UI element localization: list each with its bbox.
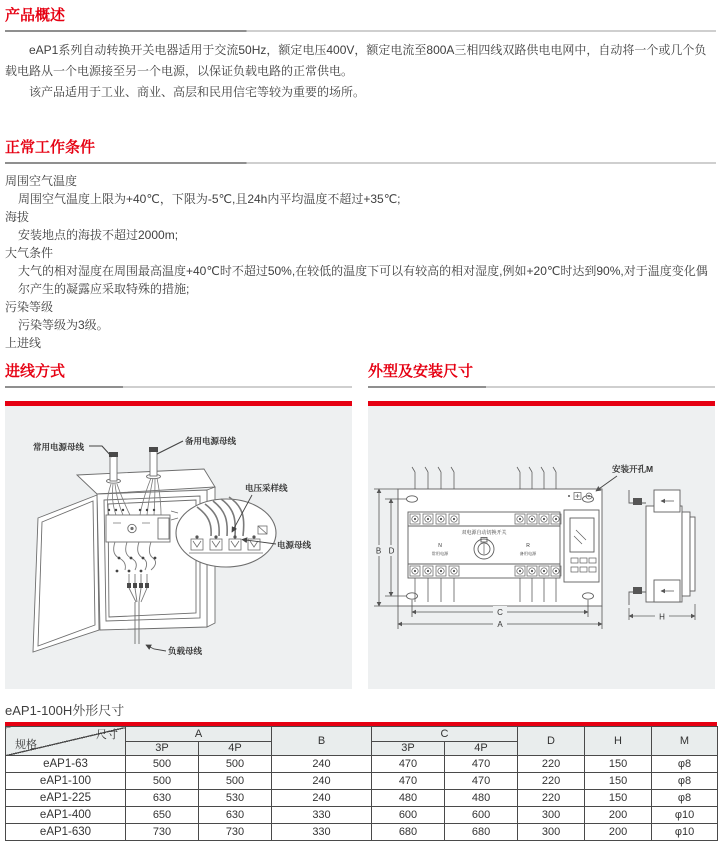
outline-diagram bbox=[368, 406, 715, 689]
wiring-diagram-panel bbox=[5, 401, 352, 689]
condition-line: 海拔 bbox=[5, 210, 30, 224]
col-header-a: A bbox=[126, 727, 272, 742]
outline-column bbox=[368, 362, 715, 689]
overview-body bbox=[5, 40, 716, 103]
table-row bbox=[6, 756, 718, 773]
dimensions-table bbox=[5, 726, 718, 841]
value-cell: 730 bbox=[199, 824, 272, 841]
cabinet-door bbox=[33, 495, 99, 652]
corner-label-spec: 规格 bbox=[15, 739, 37, 751]
value-cell: 600 bbox=[445, 807, 518, 824]
n-source-text: 常用电源 bbox=[431, 551, 449, 556]
condition-line: 污染等级 bbox=[5, 300, 54, 314]
normal-bus-label: 常用电源母线 bbox=[33, 442, 85, 452]
value-cell: 650 bbox=[126, 807, 199, 824]
value-cell: 330 bbox=[272, 824, 372, 841]
dim-d-label: D bbox=[388, 546, 395, 556]
value-cell: 150 bbox=[585, 756, 652, 773]
section-conditions bbox=[5, 138, 716, 352]
value-cell: 500 bbox=[126, 756, 199, 773]
value-cell: 150 bbox=[585, 773, 652, 790]
front-view bbox=[398, 467, 602, 606]
value-cell: 300 bbox=[518, 824, 585, 841]
value-cell: 220 bbox=[518, 773, 585, 790]
value-cell: 680 bbox=[372, 824, 445, 841]
value-cell: φ8 bbox=[652, 773, 718, 790]
value-cell: 150 bbox=[585, 790, 652, 807]
n-source-letter: N bbox=[438, 543, 442, 549]
value-cell: 220 bbox=[518, 756, 585, 773]
value-cell: 600 bbox=[372, 807, 445, 824]
condition-line: 大气的相对湿度在周围最高温度+40℃时不超过50%,在较低的温度下可以有较高的相对湿度,例如+20℃时达到90%,对于温度变化偶尔产生的凝露应采取特殊的措施; bbox=[18, 264, 708, 296]
value-cell: 240 bbox=[272, 756, 372, 773]
side-view bbox=[629, 490, 695, 620]
condition-line: 污染等级为3级。 bbox=[18, 318, 109, 332]
table-corner-cell bbox=[6, 727, 126, 756]
model-cell: eAP1-630 bbox=[6, 824, 126, 841]
value-cell: 200 bbox=[585, 824, 652, 841]
table-row bbox=[6, 773, 718, 790]
value-cell: 300 bbox=[518, 807, 585, 824]
value-cell: 200 bbox=[585, 807, 652, 824]
condition-line: 周围空气温度上限为+40℃，下限为-5℃,且24h内平均温度不超过+35℃; bbox=[18, 192, 401, 206]
wiring-diagram bbox=[5, 406, 352, 689]
load-bus-label: 负载母线 bbox=[168, 646, 203, 656]
subheader-a-4p: 4P bbox=[199, 742, 272, 756]
value-cell: 530 bbox=[199, 790, 272, 807]
outline-title: 外型及安装尺寸 bbox=[368, 363, 474, 380]
table-row bbox=[6, 790, 718, 807]
dim-b-label: B bbox=[375, 546, 382, 556]
mounting-hole-label: 安装开孔M bbox=[612, 464, 654, 474]
outline-diagram-panel bbox=[368, 401, 715, 689]
value-cell: 330 bbox=[272, 807, 372, 824]
subheader-a-3p: 3P bbox=[126, 742, 199, 756]
value-cell: 630 bbox=[199, 807, 272, 824]
overview-title-underline bbox=[5, 30, 716, 32]
value-cell: φ8 bbox=[652, 756, 718, 773]
value-cell: 470 bbox=[372, 773, 445, 790]
table-title: eAP1-100H外形尺寸 bbox=[5, 703, 125, 718]
condition-line: 安装地点的海拔不超过2000m; bbox=[18, 228, 179, 242]
model-cell: eAP1-225 bbox=[6, 790, 126, 807]
dim-c-label: C bbox=[497, 608, 503, 617]
col-header-h: H bbox=[585, 727, 652, 756]
load-bus-leader bbox=[146, 645, 166, 651]
condition-line: 上进线 bbox=[5, 336, 42, 350]
value-cell: 480 bbox=[372, 790, 445, 807]
col-header-c: C bbox=[372, 727, 518, 742]
subheader-c-4p: 4P bbox=[445, 742, 518, 756]
value-cell: φ10 bbox=[652, 807, 718, 824]
table-row bbox=[6, 807, 718, 824]
model-cell: eAP1-400 bbox=[6, 807, 126, 824]
section-dimensions-table bbox=[5, 703, 717, 841]
wiring-title: 进线方式 bbox=[5, 363, 66, 380]
value-cell: 680 bbox=[445, 824, 518, 841]
value-cell: 470 bbox=[445, 773, 518, 790]
value-cell: 240 bbox=[272, 773, 372, 790]
overview-paragraph: eAP1系列自动转换开关电器适用于交流50Hz，额定电压400V，额定电流至800A三相四线双路供电电网中，自动将一个或几个负载电路从一个电源接至另一个电源，以保证负载电路的正常供电。 bbox=[5, 43, 707, 78]
normal-bus-leader bbox=[89, 446, 112, 457]
outline-title-underline bbox=[368, 386, 715, 388]
overview-paragraph: 该产品适用于工业、商业、高层和民用信宅等较为重要的场所。 bbox=[29, 85, 366, 99]
value-cell: 470 bbox=[445, 756, 518, 773]
conditions-title-underline bbox=[5, 162, 716, 164]
table-row bbox=[6, 824, 718, 841]
value-cell: 240 bbox=[272, 790, 372, 807]
mounting-hole-leader bbox=[596, 476, 617, 491]
reserve-bus-label: 备用电源母线 bbox=[185, 436, 237, 446]
value-cell: 220 bbox=[518, 790, 585, 807]
wiring-title-underline bbox=[5, 386, 352, 388]
condition-line: 大气条件 bbox=[5, 246, 54, 260]
subheader-c-3p: 3P bbox=[372, 742, 445, 756]
value-cell: φ10 bbox=[652, 824, 718, 841]
voltage-sampling-label: 电压采样线 bbox=[245, 483, 288, 493]
wiring-column bbox=[5, 362, 352, 689]
col-header-m: M bbox=[652, 727, 718, 756]
reserve-bus-leader bbox=[157, 441, 183, 454]
device-title-text: 双电源自动切换开关 bbox=[461, 530, 507, 536]
value-cell: 500 bbox=[126, 773, 199, 790]
section-overview bbox=[5, 6, 716, 103]
value-cell: 730 bbox=[126, 824, 199, 841]
value-cell: 470 bbox=[372, 756, 445, 773]
condition-line: 周围空气温度 bbox=[5, 174, 78, 188]
value-cell: 480 bbox=[445, 790, 518, 807]
model-cell: eAP1-100 bbox=[6, 773, 126, 790]
r-source-letter: R bbox=[526, 543, 530, 549]
value-cell: 630 bbox=[126, 790, 199, 807]
ats-device bbox=[106, 515, 170, 542]
overview-title: 产品概述 bbox=[5, 7, 66, 24]
col-header-b: B bbox=[272, 727, 372, 756]
dim-a-label: A bbox=[497, 620, 503, 629]
power-bus-label: 电源母线 bbox=[277, 540, 312, 550]
value-cell: φ8 bbox=[652, 790, 718, 807]
col-header-d: D bbox=[518, 727, 585, 756]
diagram-columns bbox=[5, 362, 716, 689]
conditions-title: 正常工作条件 bbox=[5, 139, 96, 156]
value-cell: 500 bbox=[199, 773, 272, 790]
value-cell: 500 bbox=[199, 756, 272, 773]
corner-label-size: 尺寸 bbox=[96, 729, 118, 741]
model-cell: eAP1-63 bbox=[6, 756, 126, 773]
r-source-text: 备用电源 bbox=[519, 551, 537, 556]
dim-h-label: H bbox=[659, 612, 665, 622]
conditions-body bbox=[5, 172, 716, 352]
